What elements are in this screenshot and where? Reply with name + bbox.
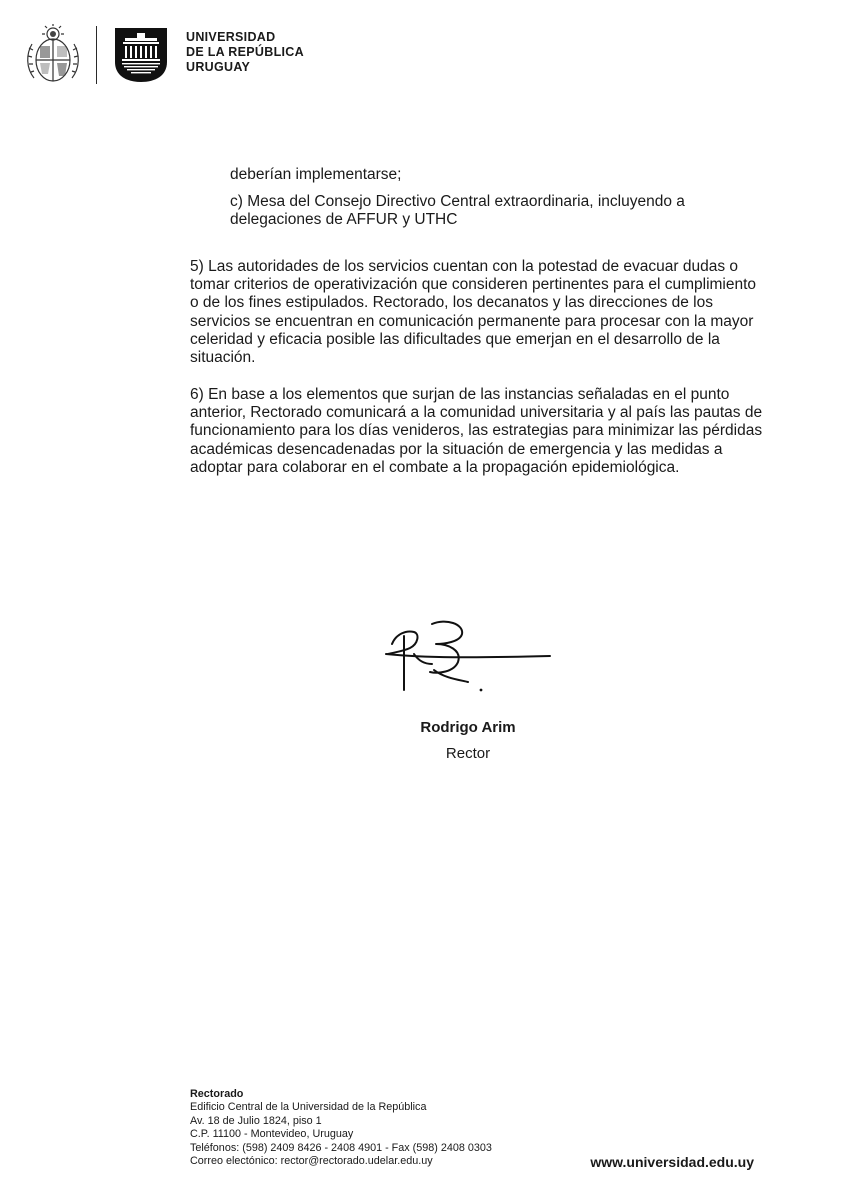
footer-title: Rectorado [190,1088,244,1100]
udelar-building-logo-icon [113,26,169,84]
footer-line-1: Edificio Central de la Universidad de la República [190,1101,427,1114]
institution-line-1: UNIVERSIDAD [186,30,276,44]
institution-line-3: URUGUAY [186,60,251,74]
paragraph-continuation: deberían implementarse; [230,166,402,183]
footer-line-4: Teléfonos: (598) 2409 8426 - 2408 4901 - Fax (598) 2408 0303 [190,1141,492,1154]
paragraph-point-5: 5) Las autoridades de los servicios cuentan con la potestad de evacuar dudas o tomar criterios de operativización que consideren pertinentes para el cumplimiento o de los fines estipulados. Rectorado, los decanatos y las direcciones de los servicios se encuentran en comunicación permanente para procesar con la mayor celeridad y eficacia posible las dificultades que emerjan en el desarrollo de la situación. [190,258,757,367]
coat-of-arms-icon [24,24,82,86]
footer-address [190,1088,492,1168]
paragraph-point-6: 6) En base a los elementos que surjan de las instancias señaladas en el punto anterior, Rectorado comunicará a la comunidad universitaria y al país las pautas de funcionamiento para los días venideros, las estrategias para minimizar las pérdidas académicas desencadenadas por la situación de emergencia y las medidas a adoptar para colaborar en el combate a la propagación epidemiológica. [190,386,763,476]
footer-line-5: Correo electónico: rector@rectorado.udelar.edu.uy [190,1155,433,1168]
handwritten-signature [384,614,554,694]
signer-role: Rector [445,745,491,762]
footer-line-2: Av. 18 de Julio 1824, piso 1 [190,1114,322,1127]
institution-line-2: DE LA REPÚBLICA [186,45,304,59]
header-divider [96,26,97,84]
footer-line-3: C.P. 11100 - Montevideo, Uruguay [190,1128,354,1141]
website-link[interactable]: www.universidad.edu.uy [590,1154,754,1170]
paragraph-item-c: c) Mesa del Consejo Directivo Central extraordinaria, incluyendo a delegaciones de AFFUR y UTHC [230,193,685,229]
institution-name [186,30,304,75]
signer-name: Rodrigo Arim [420,719,516,736]
